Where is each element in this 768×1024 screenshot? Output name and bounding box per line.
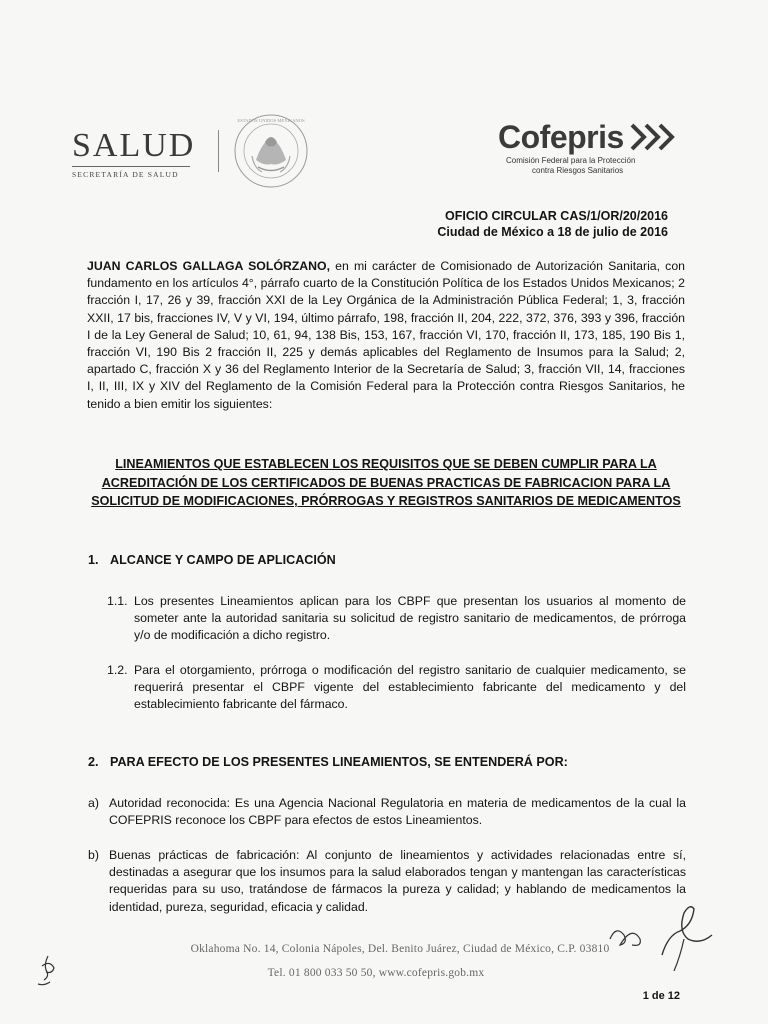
intro-text: en mi carácter de Comisionado de Autorización Sanitaria, con fundamento en los artículos 4°, párrafo cuarto de la Constitución Política de los Estados Unidos Mexicanos; 2 fracción I, 17, 26 y 39, fracción XXI de la Ley Orgánica de la Administración Pública Federal; 1, 3, fracción XXII, 17 bis, fracciones IV, V y VI, 194, último párrafo, 198, fracción II, 204, 222, 372, 376, 393 y 396, fracción I de la Ley General de Salud; 10, 61, 94, 138 Bis, 153, 167, fracción VI, 170, fracción II, 173, 185, 190 Bis 1, fracción VI, 190 Bis 2 fracción II, 225 y demás aplicables del Reglamento de Insumos para la Salud; 2, apartado C, fracción X y 36 del Reglamento Interior de la Secretaría de Salud; 3, fracción VII, 14, fracciones I, II, III, IX y XIV del Reglamento de la Comisión Federal para la Protección contra Riesgos Sanitarios, he tenido a bien emitir los siguientes: [87, 259, 685, 411]
footer-contact: Tel. 01 800 033 50 50, www.cofepris.gob.mx [267, 967, 485, 979]
item-text: Para el otorgamiento, prórroga o modificación del registro sanitario de cualquier medicamento, se requerirá presentar el CBPF vigente del establecimiento fabricante del medicamento y del establecimiento fabricante del fármaco. [134, 663, 686, 712]
item-label: a) [88, 796, 99, 810]
section-2-heading: 2. PARA EFECTO DE LOS PRESENTES LINEAMIENTOS, SE ENTENDERÁ POR: [88, 755, 568, 769]
seal-text: ESTADOS UNIDOS MEXICANOS [237, 118, 305, 123]
cofepris-logo [498, 118, 698, 176]
item-label: b) [88, 848, 99, 862]
header-divider [218, 130, 219, 172]
item-text: Los presentes Lineamientos aplican para los CBPF que presentan los usuarios al momento de someter ante la autoridad sanitaria su solicitud de registro sanitario de medicamentos, de prórroga y/o de modificación a dicho registro. [134, 594, 686, 643]
item-label: 1.2. [107, 663, 128, 677]
oficio-number: OFICIO CIRCULAR CAS/1/OR/20/2016 [445, 209, 668, 223]
item-label: 1.1. [107, 594, 128, 608]
salud-rule [72, 166, 190, 167]
national-seal-icon [232, 112, 310, 190]
salud-logo [72, 128, 222, 179]
cofepris-subtitle: Comisión Federal para la Protección contra Riesgos Sanitarios [506, 156, 636, 175]
list-item [107, 593, 686, 645]
cofepris-title: Cofepris [498, 119, 624, 155]
page-number: 1 de 12 [642, 990, 680, 1002]
list-item [88, 795, 686, 829]
list-item [88, 847, 686, 916]
oficio-date: Ciudad de México a 18 de julio de 2016 [437, 225, 668, 239]
commissioner-name: JUAN CARLOS GALLAGA SOLÓRZANO, [87, 259, 331, 273]
item-text: Buenas prácticas de fabricación: Al conjunto de lineamientos y actividades relacionadas entre sí, destinadas a asegurar que los insumos para la salud elaborados tengan y mantengan las características requeridas para su uso, tratándose de fármacos la pureza y calidad; y hablando de medicamentos la identidad, pureza, seguridad, eficacia y calidad. [109, 848, 686, 914]
salud-title: SALUD [72, 127, 196, 164]
signature-icon [602, 895, 722, 975]
oficio-header [437, 208, 668, 240]
document-title: LINEAMIENTOS QUE ESTABLECEN LOS REQUISITOS QUE SE DEBEN CUMPLIR PARA LA ACREDITACIÓN DE LOS CERTIFICADOS DE BUENAS PRACTICAS DE FABRICACION PARA LA SOLICITUD DE MODIFICACIONES, PRÓRROGAS Y REGISTROS SANITARIOS DE MEDICAMENTOS [91, 457, 681, 508]
section-1-heading: 1. ALCANCE Y CAMPO DE APLICACIÓN [88, 553, 336, 567]
intro-paragraph [87, 258, 685, 413]
chevrons-icon [628, 122, 684, 152]
footer-address: Oklahoma No. 14, Colonia Nápoles, Del. Benito Juárez, Ciudad de México, C.P. 03810 [190, 943, 610, 955]
item-text: Autoridad reconocida: Es una Agencia Nacional Regulatoria en materia de medicamentos de la cual la COFEPRIS reconoce los CBPF para efectos de estos Lineamientos. [109, 796, 686, 828]
salud-subtitle: SECRETARÍA DE SALUD [72, 170, 179, 179]
list-item [107, 662, 686, 714]
